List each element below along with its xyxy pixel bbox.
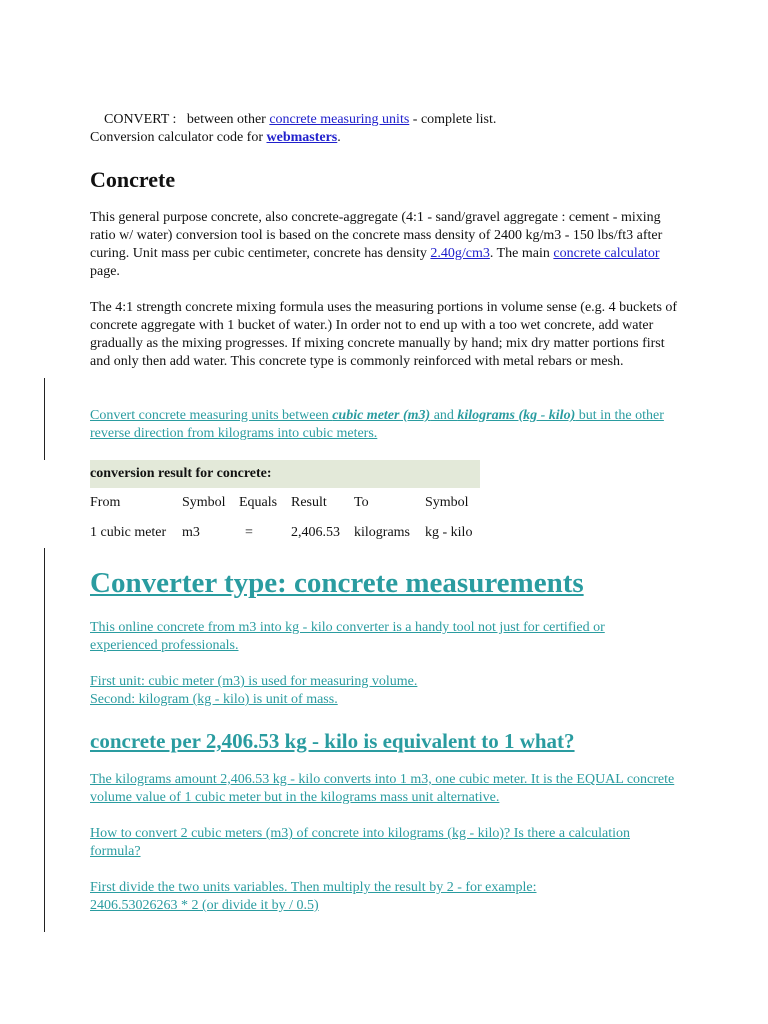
divide-line-1[interactable]: First divide the two units variables. Then multiply the result by 2 - for example:	[90, 880, 537, 895]
how-to-convert-paragraph[interactable]: How to convert 2 cubic meters (m3) of concrete into kilograms (kg - kilo)? Is there a calculation formula?	[90, 826, 630, 859]
calc-code-line	[90, 129, 341, 147]
section-title: Concrete	[90, 167, 176, 192]
mixing-formula-paragraph: The 4:1 strength concrete mixing formula uses the measuring portions in volume sense (e.g. 4 buckets of concrete aggregate with 1 bucket of water.) In order not to end up with a too wet concrete, add water gradually as the mixing progresses. If mixing concrete manually by hand; mix dry matter portions first and only then add water. This concrete type is commonly reinforced with metal rebars or mesh.	[90, 300, 678, 369]
margin-bar-upper	[44, 378, 45, 460]
table-header-row	[90, 460, 480, 488]
divide-line-2[interactable]: 2406.53026263 * 2 (or divide it by / 0.5)	[90, 898, 319, 913]
second-unit-line[interactable]: Second: kilogram (kg - kilo) is unit of mass.	[90, 692, 338, 707]
equivalent-question-title[interactable]: concrete per 2,406.53 kg - kilo is equivalent to 1 what?	[90, 729, 575, 753]
table-header: conversion result for concrete:	[90, 460, 480, 488]
webmasters-link[interactable]: webmasters	[266, 130, 338, 145]
convert-between-link[interactable]	[90, 407, 680, 443]
convert-between-and: and	[430, 408, 458, 423]
margin-bar-lower	[44, 548, 45, 932]
concrete-calculator-link[interactable]: concrete calculator	[553, 246, 660, 261]
table-column-row	[90, 488, 480, 518]
concrete-measuring-units-link[interactable]: concrete measuring units	[269, 112, 410, 127]
cell-symbol-2: kg - kilo	[425, 525, 473, 540]
para1-end: page.	[90, 264, 120, 279]
cell-equals: =	[245, 525, 253, 540]
general-purpose-paragraph	[90, 209, 675, 281]
convert-prefix: CONVERT : between other	[104, 112, 270, 127]
col-symbol: Symbol	[182, 495, 226, 510]
online-converter-paragraph[interactable]: This online concrete from m3 into kg - kilo converter is a handy tool not just for certified or experienced professionals.	[90, 620, 605, 653]
density-link[interactable]: 2.40g/cm3	[430, 246, 490, 261]
col-result: Result	[291, 495, 327, 510]
col-from: From	[90, 495, 121, 510]
conversion-result-table	[90, 460, 480, 548]
first-unit-line[interactable]: First unit: cubic meter (m3) is used for measuring volume.	[90, 674, 418, 689]
cell-to: kilograms	[354, 525, 410, 540]
col-to: To	[354, 495, 369, 510]
col-equals: Equals	[239, 495, 278, 510]
unit1-label: cubic meter (m3)	[332, 408, 431, 423]
kilograms-amount-paragraph[interactable]: The kilograms amount 2,406.53 kg - kilo converts into 1 m3, one cubic meter. It is the EQUAL concrete volume value of 1 cubic meter but in the kilograms mass unit alternative.	[90, 772, 675, 805]
convert-between-prefix: Convert concrete measuring units between	[90, 408, 333, 423]
col-symbol-2: Symbol	[425, 495, 469, 510]
calc-code-suffix: .	[337, 130, 341, 145]
convert-between-suffix: but in the other reverse direction from kilograms into cubic meters.	[90, 408, 664, 441]
table-row	[90, 518, 480, 548]
para1-middle: . The main	[489, 246, 554, 261]
cell-symbol: m3	[182, 525, 200, 540]
converter-type-title[interactable]: Converter type: concrete measurements	[90, 567, 584, 599]
cell-from: 1 cubic meter	[90, 525, 167, 540]
unit2-label: kilograms (kg - kilo)	[457, 408, 576, 423]
cell-result: 2,406.53	[291, 525, 340, 540]
calc-code-prefix: Conversion calculator code for	[90, 130, 267, 145]
convert-suffix: - complete list.	[409, 112, 497, 127]
para1-text: This general purpose concrete, also concrete-aggregate (4:1 - sand/gravel aggregate : cement - mixing ratio w/ water) conversion tool is based on the concrete mass density of 2400 kg/m3 - 150 lbs/ft3 after curing. Unit mass per cubic centimeter, concrete has density	[90, 210, 663, 261]
